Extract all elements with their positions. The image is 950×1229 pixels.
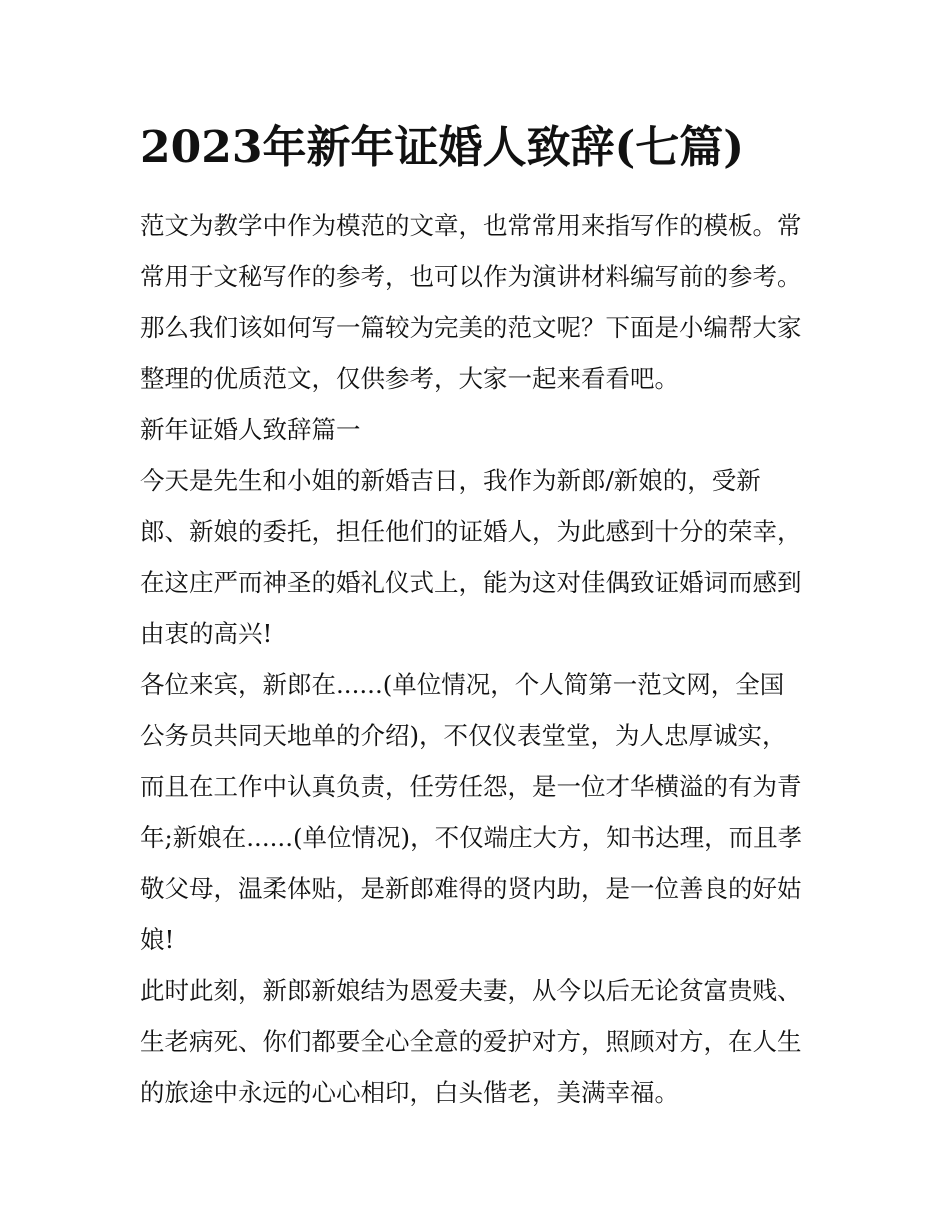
body-line: 各位来宾，新郎在......(单位情况，个人简第一范文网，全国 [140, 670, 785, 699]
body-line: 在这庄严而神圣的婚礼仪式上，能为这对佳偶致证婚词而感到 [140, 568, 802, 597]
body-line: 而且在工作中认真负责，任劳任怨，是一位才华横溢的有为青 [140, 772, 802, 801]
body-line: 娘! [140, 925, 175, 954]
body-line: 今天是先生和小姐的新婚吉日，我作为新郎/新娘的，受新 [140, 466, 761, 495]
section-heading: 新年证婚人致辞篇一 [140, 415, 361, 444]
body-line: 生老病死、你们都要全心全意的爱护对方，照顾对方，在人生 [140, 1027, 802, 1056]
body-line: 此时此刻，新郎新娘结为恩爱夫妻，从今以后无论贫富贵贱、 [140, 976, 802, 1005]
body-line: 公务员共同天地单的介绍)，不仅仪表堂堂，为人忠厚诚实， [140, 721, 787, 750]
body-line: 常用于文秘写作的参考，也可以作为演讲材料编写前的参考。 [140, 262, 802, 291]
body-line: 那么我们该如何写一篇较为完美的范文呢？下面是小编帮大家 [140, 313, 802, 342]
document-body [140, 200, 820, 1118]
page-title: 2023年新年证婚人致辞(七篇) [140, 122, 745, 173]
body-line: 敬父母，温柔体贴，是新郎难得的贤内助，是一位善良的好姑 [140, 874, 802, 903]
body-line: 整理的优质范文，仅供参考，大家一起来看看吧。 [140, 364, 679, 393]
body-line: 由衷的高兴! [140, 619, 273, 648]
body-line: 范文为教学中作为模范的文章，也常常用来指写作的模板。常 [140, 211, 802, 240]
body-line: 年;新娘在......(单位情况)，不仅端庄大方，知书达理，而且孝 [140, 823, 803, 852]
body-line: 郎、新娘的委托，担任他们的证婚人，为此感到十分的荣幸， [140, 517, 802, 546]
body-line: 的旅途中永远的心心相印，白头偕老，美满幸福。 [140, 1078, 679, 1107]
